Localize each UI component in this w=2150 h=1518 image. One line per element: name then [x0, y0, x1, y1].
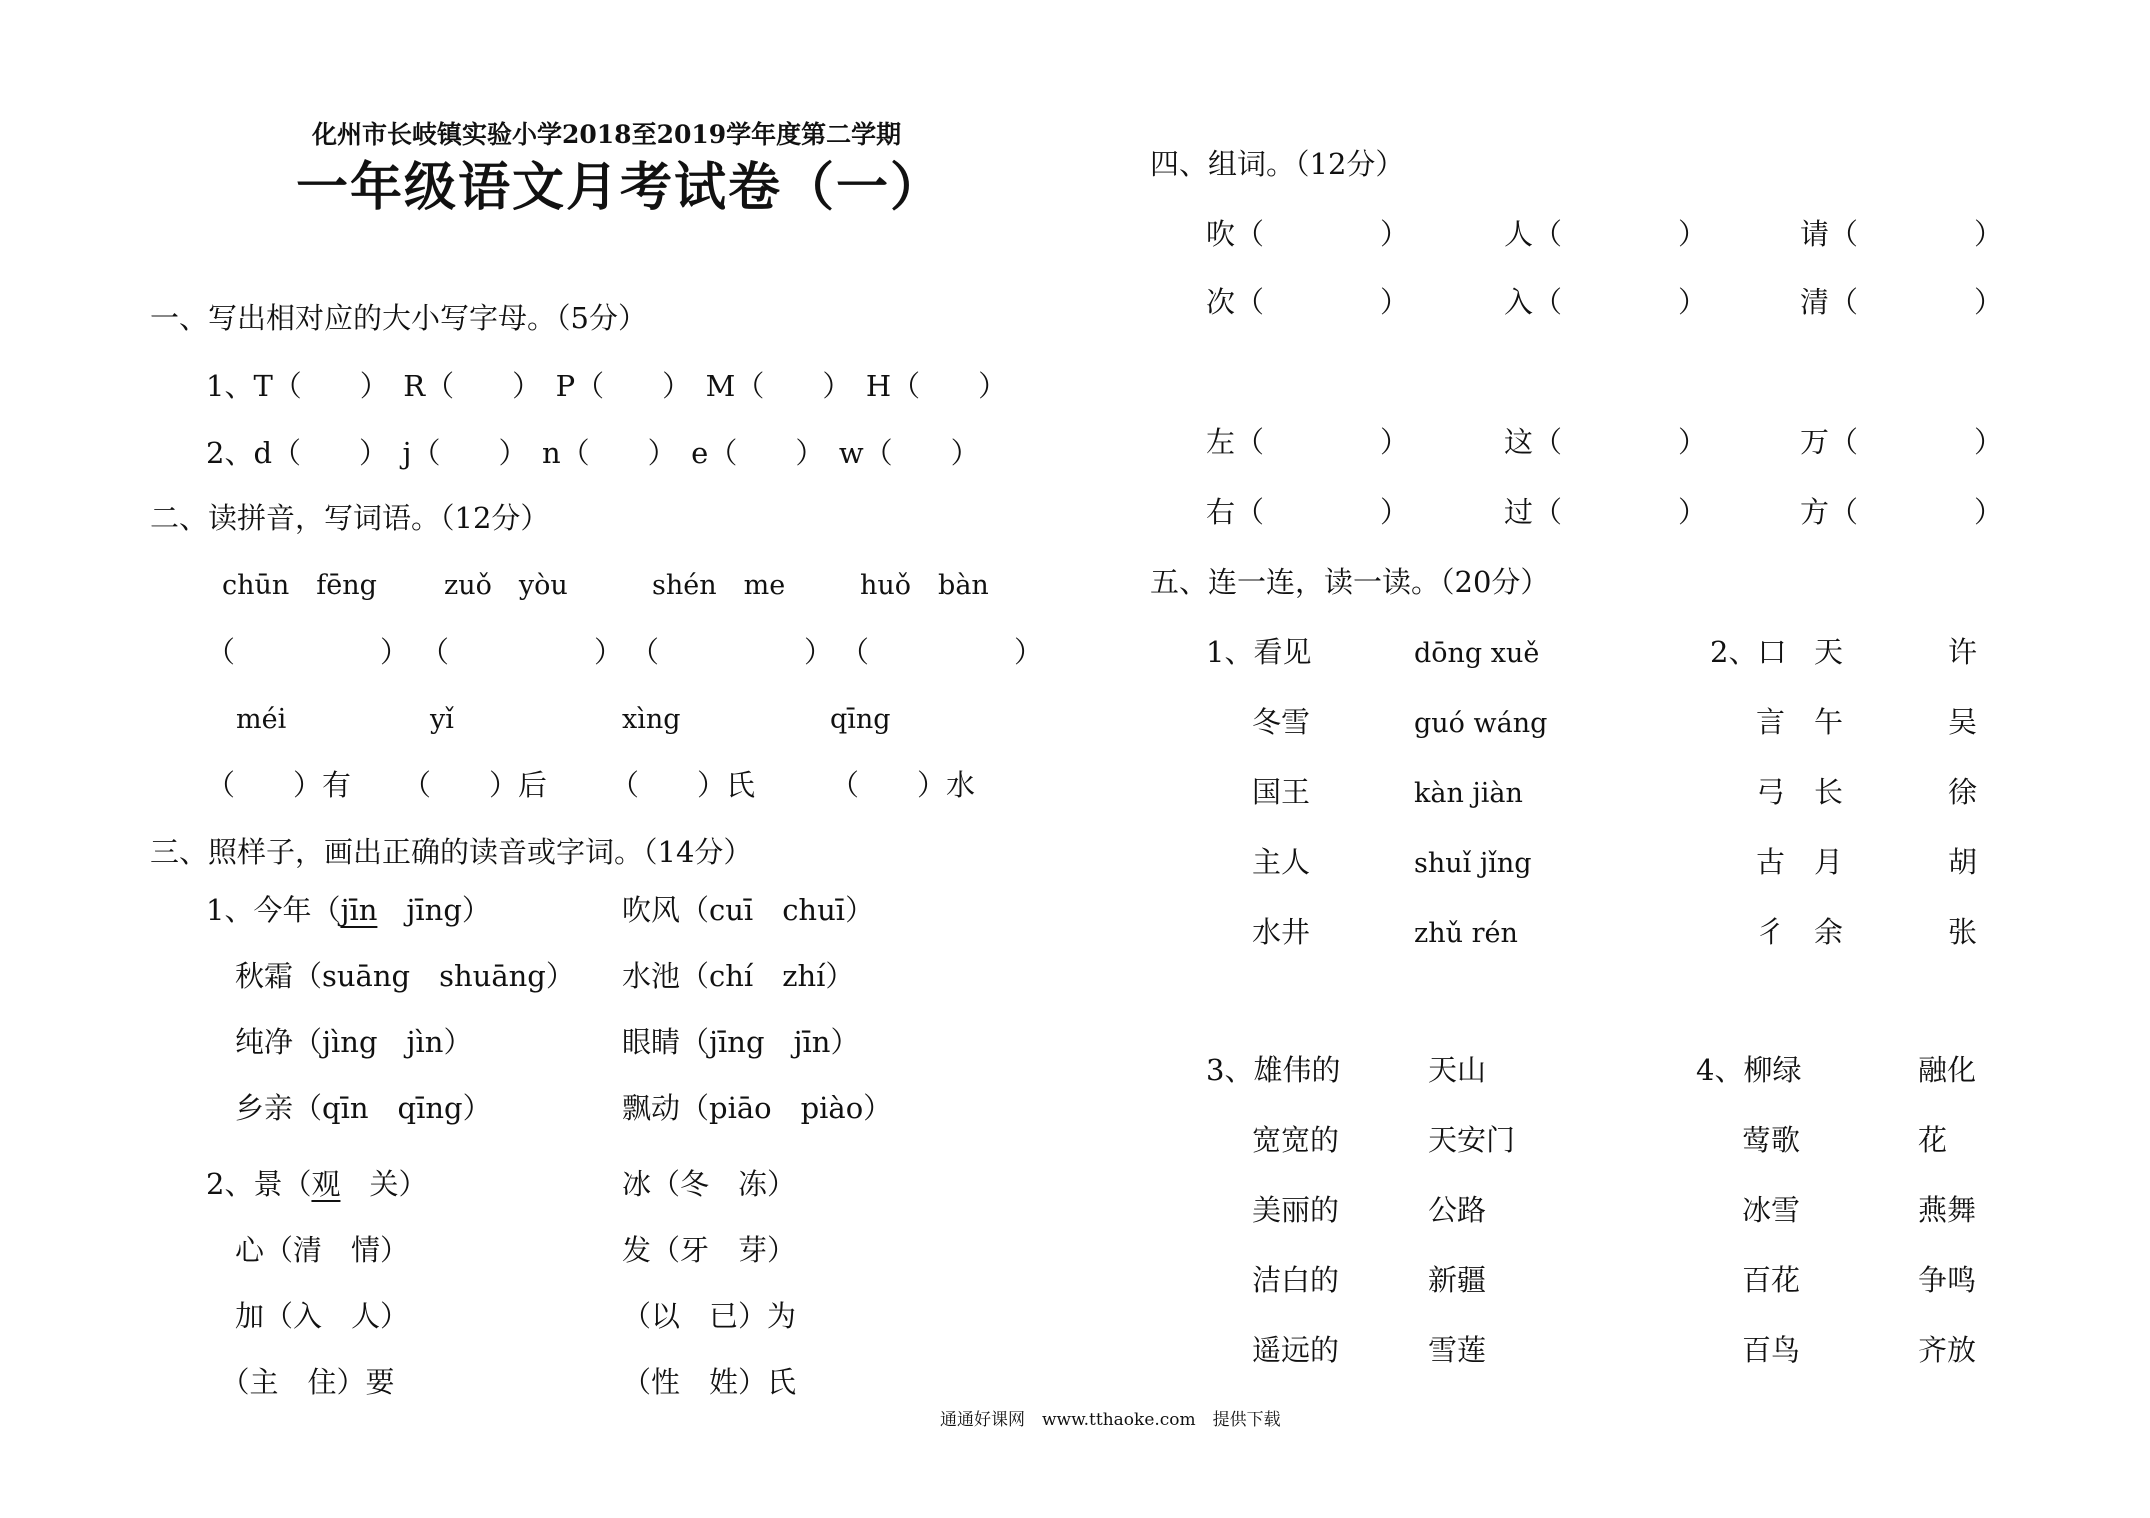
- s4-r2-c2: 入（ ）: [1504, 285, 1708, 319]
- s3-p1-row3-right: 眼睛（jīng jīn）: [622, 1025, 860, 1059]
- s5-p2-c2-5: 余: [1814, 915, 1844, 949]
- s2-box-1: （ ）: [206, 635, 410, 669]
- s3-p1-row1-right: 吹风（cuī chuī）: [622, 893, 875, 927]
- s4-r4-c3: 方（ ）: [1800, 495, 2004, 529]
- section-4-title: 四、组词。（12分）: [1150, 147, 1405, 181]
- s5-p4-a-2: 莺歌: [1742, 1123, 1801, 1157]
- s4-r1-c2: 人（ ）: [1504, 217, 1708, 251]
- s3-p1-row4-right: 飘动（piāo piào）: [622, 1091, 893, 1125]
- section-3-title: 三、照样子，画出正确的读音或字词。（14分）: [150, 835, 753, 869]
- s3-p2-row3-right: （以 已）为: [622, 1299, 797, 1333]
- s5-p3-adj-5: 遥远的: [1252, 1333, 1340, 1367]
- s5-p4-b-4: 争鸣: [1918, 1263, 1977, 1297]
- s3-p2-row3-left: 加（入 人）: [206, 1299, 410, 1333]
- s5-p4-b-2: 花: [1918, 1123, 1948, 1157]
- s5-p3-adj-3: 美丽的: [1252, 1193, 1340, 1227]
- s5-p2-c3-2: 吴: [1948, 705, 1978, 739]
- s3-p2-row4-left: （主 住）要: [206, 1365, 395, 1399]
- s1-row-2: 2、d（ ） j（ ） n（ ） e（ ） w（ ）: [206, 436, 980, 470]
- s5-p3-noun-4: 新疆: [1428, 1263, 1487, 1297]
- s5-p3-adj-4: 洁白的: [1252, 1263, 1340, 1297]
- s5-p4-a-1: 4、柳绿: [1696, 1053, 1802, 1087]
- s4-r1-c1: 吹（ ）: [1206, 217, 1410, 251]
- s4-r2-c3: 清（ ）: [1800, 285, 2004, 319]
- s2-pinyin2-2: yǐ: [430, 704, 454, 735]
- s1-row-1: 1、T（ ） R（ ） P（ ） M（ ） H（ ）: [206, 369, 1008, 403]
- exam-title: 一年级语文月考试卷（一）: [296, 157, 945, 218]
- s4-r3-c3: 万（ ）: [1800, 425, 2004, 459]
- s5-p2-c1-3: 弓: [1756, 775, 1786, 809]
- s4-r1-c3: 请（ ）: [1800, 217, 2004, 251]
- s3-p2-row1-left: 2、景（观 关）: [206, 1167, 428, 1201]
- s4-r3-c2: 这（ ）: [1504, 425, 1708, 459]
- s3-p1-row1-left: 1、今年（jīn jīng）: [206, 893, 491, 927]
- s5-p3-adj-2: 宽宽的: [1252, 1123, 1340, 1157]
- s2-pinyin-3: shén me: [652, 570, 786, 601]
- s3-p1-row2-right: 水池（chí zhí）: [622, 959, 855, 993]
- s3-p1-row2-left: 秋霜（suāng shuāng）: [206, 959, 575, 993]
- s5-p3-noun-3: 公路: [1428, 1193, 1487, 1227]
- s5-p2-c2-2: 午: [1814, 705, 1844, 739]
- s2-blank-2: （ ）后: [402, 768, 548, 802]
- s5-p1-word-2: 冬雪: [1252, 705, 1311, 739]
- s4-r4-c1: 右（ ）: [1206, 495, 1410, 529]
- s5-p3-noun-2: 天安门: [1428, 1123, 1516, 1157]
- s5-p1-pinyin-4: shuǐ jǐng: [1414, 848, 1532, 879]
- s2-pinyin2-3: xìng: [622, 704, 681, 735]
- section-5-title: 五、连一连，读一读。（20分）: [1150, 565, 1550, 599]
- s5-p2-c2-4: 月: [1814, 845, 1844, 879]
- s5-p2-c2-1: 天: [1814, 635, 1844, 669]
- footer-source: 通通好课网 www.tthaoke.com 提供下载: [940, 1410, 1281, 1430]
- s3-p1-row3-left: 纯净（jìng jìn）: [206, 1025, 473, 1059]
- s5-p2-c3-1: 许: [1948, 635, 1978, 669]
- s3-p2-row2-right: 发（牙 芽）: [622, 1233, 797, 1267]
- s5-p2-c2-3: 长: [1814, 775, 1844, 809]
- s2-blank-3: （ ）氏: [610, 768, 756, 802]
- s3-p2-row4-right: （性 姓）氏: [622, 1365, 797, 1399]
- s3-p2-row2-left: 心（清 情）: [206, 1233, 410, 1267]
- s5-p1-word-4: 主人: [1252, 845, 1311, 879]
- section-1-title: 一、写出相对应的大小写字母。（5分）: [150, 301, 647, 335]
- s5-p1-word-5: 水井: [1252, 915, 1311, 949]
- s5-p4-b-5: 齐放: [1918, 1333, 1977, 1367]
- s5-p2-c3-5: 张: [1948, 915, 1978, 949]
- s3-answer-guan: 观: [311, 1167, 341, 1201]
- s2-pinyin2-4: qīng: [830, 704, 891, 735]
- s5-p3-noun-5: 雪莲: [1428, 1333, 1487, 1367]
- section-2-title: 二、读拼音，写词语。（12分）: [150, 501, 550, 535]
- s5-p2-c1-2: 言: [1756, 705, 1786, 739]
- s5-p2-c1-4: 古: [1756, 845, 1786, 879]
- s2-box-3: （ ）: [630, 635, 834, 669]
- s5-p4-b-1: 融化: [1918, 1053, 1977, 1087]
- s5-p4-a-3: 冰雪: [1742, 1193, 1801, 1227]
- s5-p2-c3-4: 胡: [1948, 845, 1978, 879]
- s2-pinyin-4: huǒ bàn: [860, 570, 989, 601]
- school-subtitle: 化州市长岐镇实验小学2018至2019学年度第二学期: [312, 120, 902, 149]
- s5-p2-c3-3: 徐: [1948, 775, 1978, 809]
- s3-p2-row1-right: 冰（冬 冻）: [622, 1167, 797, 1201]
- s5-p3-adj-1: 3、雄伟的: [1206, 1053, 1341, 1087]
- s5-p1-word-1: 1、看见: [1206, 635, 1312, 669]
- s2-box-4: （ ）: [840, 635, 1044, 669]
- s3-p1-row4-left: 乡亲（qīn qīng）: [206, 1091, 492, 1125]
- s5-p4-a-4: 百花: [1742, 1263, 1801, 1297]
- s4-r2-c1: 次（ ）: [1206, 285, 1410, 319]
- s5-p1-pinyin-5: zhǔ rén: [1414, 918, 1518, 949]
- s2-pinyin2-1: méi: [236, 704, 287, 735]
- s5-p1-pinyin-3: kàn jiàn: [1414, 778, 1523, 809]
- s2-blank-1: （ ）有: [206, 768, 352, 802]
- s5-p1-pinyin-2: guó wáng: [1414, 708, 1548, 739]
- s5-p1-word-3: 国王: [1252, 775, 1311, 809]
- s4-r3-c1: 左（ ）: [1206, 425, 1410, 459]
- s2-box-2: （ ）: [420, 635, 624, 669]
- s5-p3-noun-1: 天山: [1428, 1053, 1487, 1087]
- s2-pinyin-1: chūn fēng: [222, 570, 377, 601]
- s5-p2-c1-5: 彳: [1756, 915, 1786, 949]
- s2-pinyin-2: zuǒ yòu: [444, 570, 568, 601]
- s3-answer-jin: jīn: [340, 893, 378, 927]
- s5-p4-a-5: 百鸟: [1742, 1333, 1801, 1367]
- s5-p1-pinyin-1: dōng xuě: [1414, 638, 1540, 669]
- s5-p4-b-3: 燕舞: [1918, 1193, 1977, 1227]
- s4-r4-c2: 过（ ）: [1504, 495, 1708, 529]
- s5-p2-c1-1: 2、口: [1710, 635, 1787, 669]
- s2-blank-4: （ ）水: [830, 768, 976, 802]
